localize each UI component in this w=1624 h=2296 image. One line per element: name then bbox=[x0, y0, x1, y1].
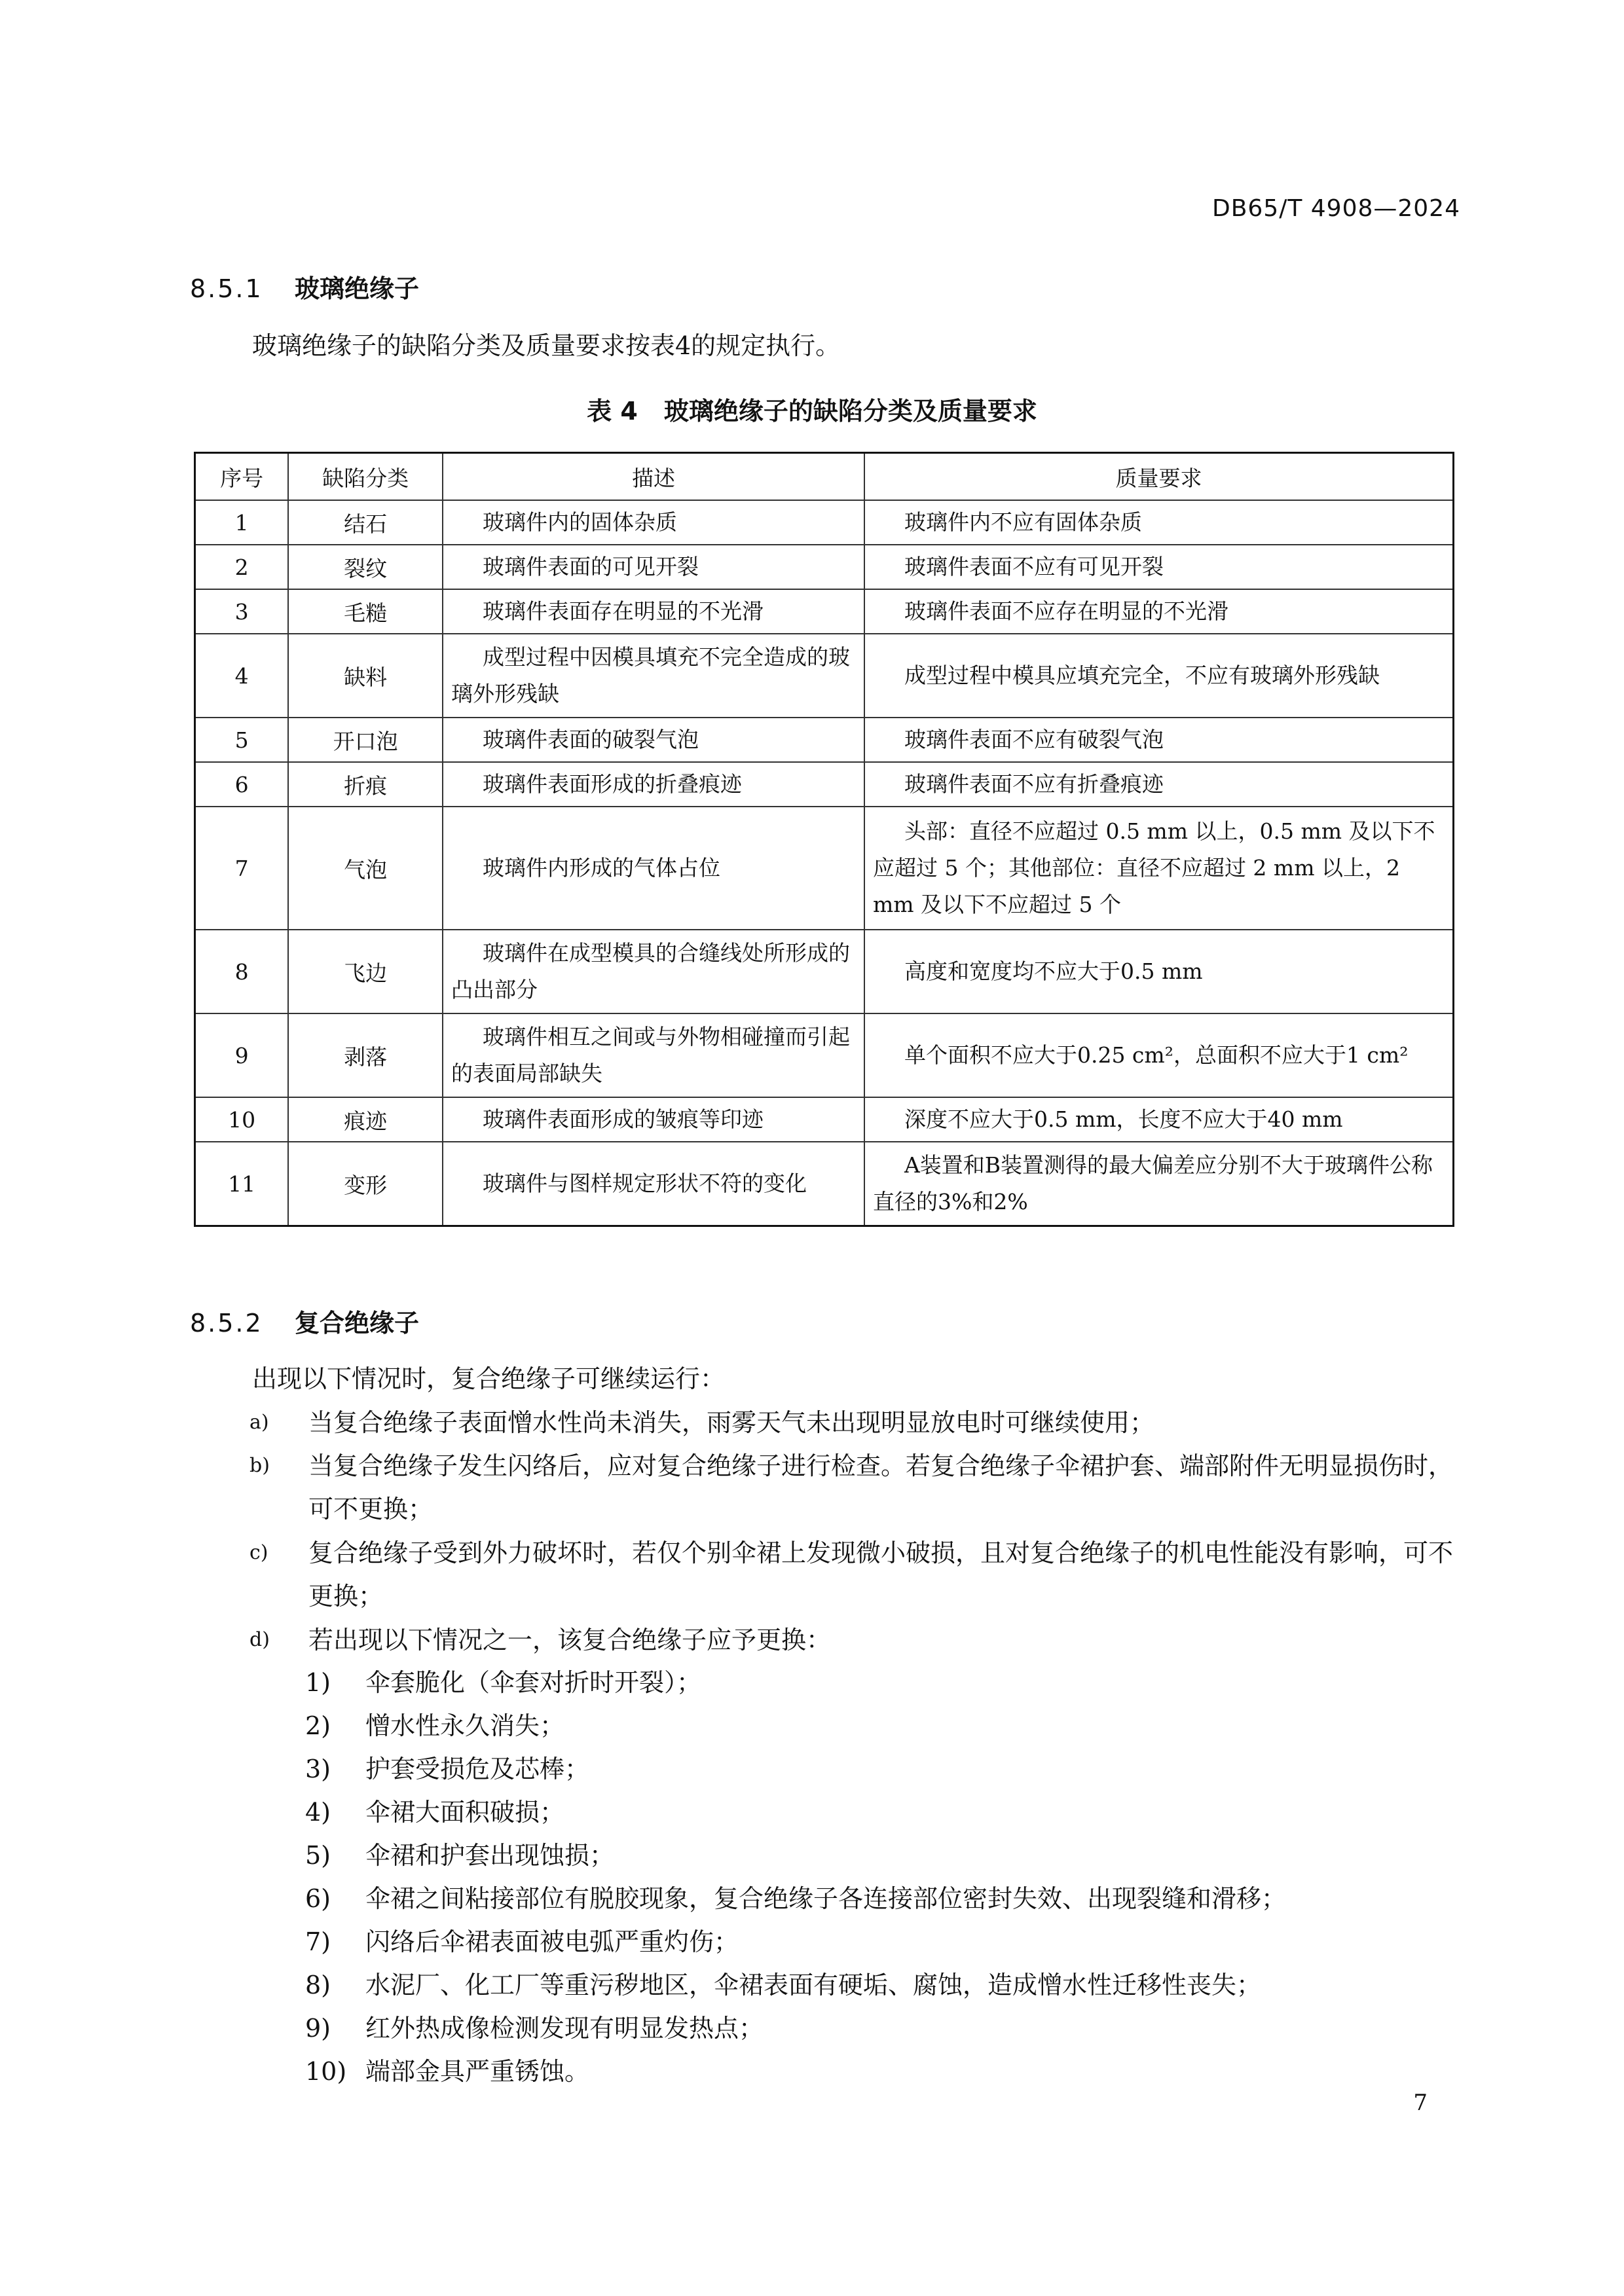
section-title: 玻璃绝缘子 bbox=[295, 274, 420, 303]
sub-list-text: 端部金具严重锈蚀。 bbox=[365, 2057, 590, 2086]
cell-requirement: 玻璃件表面不应有折叠痕迹 bbox=[864, 762, 1454, 807]
table-row bbox=[195, 807, 1454, 930]
cell-category: 开口泡 bbox=[288, 718, 443, 762]
sub-list-marker: 8) bbox=[305, 1971, 331, 1999]
table-caption-title: 玻璃绝缘子的缺陷分类及质量要求 bbox=[663, 397, 1037, 426]
list-item-text: 复合绝缘子受到外力破坏时，若仅个别伞裙上发现微小破损，且对复合绝缘子的机电性能没有影响，可不更换； bbox=[308, 1539, 1454, 1611]
table-row bbox=[195, 1142, 1454, 1226]
list-marker: c) bbox=[249, 1541, 268, 1564]
sub-list-text: 憎水性永久消失； bbox=[365, 1711, 565, 1740]
cell-no: 9 bbox=[195, 1013, 289, 1097]
list-marker: d) bbox=[249, 1628, 270, 1651]
list-marker: a) bbox=[249, 1411, 269, 1434]
sub-list-marker: 5) bbox=[305, 1841, 331, 1870]
table-row bbox=[195, 589, 1454, 634]
sub-list-item bbox=[305, 1963, 1261, 2007]
table-row bbox=[195, 500, 1454, 545]
cell-category: 飞边 bbox=[288, 930, 443, 1013]
cell-requirement: 高度和宽度均不应大于0.5 mm bbox=[864, 930, 1454, 1013]
page-number: 7 bbox=[1413, 2090, 1428, 2116]
table-row bbox=[195, 1013, 1454, 1097]
table-row bbox=[195, 718, 1454, 762]
sub-list-text: 伞裙之间粘接部位有脱胶现象，复合绝缘子各连接部位密封失效、出现裂缝和滑移； bbox=[365, 1884, 1287, 1913]
cell-description: 玻璃件内形成的气体占位 bbox=[443, 807, 864, 930]
sub-list-text: 护套受损危及芯棒； bbox=[365, 1755, 590, 1783]
sub-list-item bbox=[305, 1747, 589, 1791]
cell-no: 10 bbox=[195, 1097, 289, 1142]
sub-list-text: 水泥厂、化工厂等重污秽地区，伞裙表面有硬垢、腐蚀，造成憎水性迁移性丧失； bbox=[365, 1971, 1262, 1999]
table-row bbox=[195, 1097, 1454, 1142]
sub-list-item bbox=[305, 1704, 564, 1747]
sub-list-marker: 1) bbox=[305, 1668, 331, 1697]
cell-no: 1 bbox=[195, 500, 289, 545]
table-row bbox=[195, 634, 1454, 718]
defect-table bbox=[194, 452, 1454, 1227]
cell-no: 7 bbox=[195, 807, 289, 930]
sub-list-marker: 6) bbox=[305, 1884, 331, 1913]
sub-list-marker: 4) bbox=[305, 1798, 331, 1827]
cell-category: 剥落 bbox=[288, 1013, 443, 1097]
header-cell-description: 描述 bbox=[443, 453, 864, 501]
section-title: 复合绝缘子 bbox=[295, 1309, 420, 1338]
sub-list-text: 闪络后伞裙表面被电弧严重灼伤； bbox=[365, 1927, 739, 1956]
cell-description: 玻璃件相互之间或与外物相碰撞而引起的表面局部缺失 bbox=[443, 1013, 864, 1097]
sub-list-item bbox=[305, 2050, 589, 2093]
cell-category: 缺料 bbox=[288, 634, 443, 718]
cell-no: 8 bbox=[195, 930, 289, 1013]
section-number: 8.5.1 bbox=[190, 274, 263, 303]
cell-category: 痕迹 bbox=[288, 1097, 443, 1142]
section-intro-paragraph: 出现以下情况时，复合绝缘子可继续运行： bbox=[252, 1364, 726, 1393]
cell-requirement: 玻璃件表面不应有可见开裂 bbox=[864, 545, 1454, 589]
sub-list-text: 伞裙和护套出现蚀损； bbox=[365, 1841, 615, 1870]
section-intro-paragraph: 玻璃绝缘子的缺陷分类及质量要求按表4的规定执行。 bbox=[252, 331, 841, 360]
sub-list-marker: 7) bbox=[305, 1927, 331, 1956]
cell-category: 变形 bbox=[288, 1142, 443, 1226]
cell-no: 5 bbox=[195, 718, 289, 762]
cell-category: 结石 bbox=[288, 500, 443, 545]
table-row bbox=[195, 762, 1454, 807]
cell-description: 玻璃件与图样规定形状不符的变化 bbox=[443, 1142, 864, 1226]
sub-list-item bbox=[305, 1834, 614, 1877]
cell-no: 4 bbox=[195, 634, 289, 718]
sub-list-text: 伞套脆化（伞套对折时开裂）； bbox=[365, 1668, 702, 1697]
cell-no: 3 bbox=[195, 589, 289, 634]
header-cell-no: 序号 bbox=[195, 453, 289, 501]
sub-list-item bbox=[305, 1661, 701, 1704]
cell-description: 玻璃件表面的破裂气泡 bbox=[443, 718, 864, 762]
cell-category: 毛糙 bbox=[288, 589, 443, 634]
cell-category: 裂纹 bbox=[288, 545, 443, 589]
document-code: DB65/T 4908—2024 bbox=[1211, 195, 1460, 222]
table-row bbox=[195, 545, 1454, 589]
table-row bbox=[195, 930, 1454, 1013]
list-item-c bbox=[249, 1531, 1457, 1618]
list-item-a bbox=[249, 1401, 1457, 1444]
list-item-d bbox=[249, 1618, 1457, 1662]
table-caption bbox=[0, 391, 1624, 427]
section-heading-851 bbox=[190, 268, 419, 304]
table-header-row bbox=[195, 453, 1454, 501]
cell-description: 玻璃件表面形成的折叠痕迹 bbox=[443, 762, 864, 807]
sub-list-text: 伞裙大面积破损； bbox=[365, 1798, 565, 1827]
cell-requirement: 单个面积不应大于0.25 cm²，总面积不应大于1 cm² bbox=[864, 1013, 1454, 1097]
list-item-text: 当复合绝缘子表面憎水性尚未消失，雨雾天气未出现明显放电时可继续使用； bbox=[308, 1408, 1155, 1437]
cell-requirement: 玻璃件表面不应存在明显的不光滑 bbox=[864, 589, 1454, 634]
sub-list-marker: 2) bbox=[305, 1711, 331, 1740]
cell-description: 玻璃件内的固体杂质 bbox=[443, 500, 864, 545]
section-heading-852 bbox=[190, 1303, 419, 1339]
cell-requirement: A装置和B装置测得的最大偏差应分别不大于玻璃件公称直径的3%和2% bbox=[864, 1142, 1454, 1226]
cell-requirement: 成型过程中模具应填充完全，不应有玻璃外形残缺 bbox=[864, 634, 1454, 718]
list-item-text: 若出现以下情况之一，该复合绝缘子应予更换： bbox=[308, 1626, 832, 1654]
sub-list-item bbox=[305, 1791, 564, 1834]
section-number: 8.5.2 bbox=[190, 1309, 263, 1338]
cell-description: 玻璃件表面形成的皱痕等印迹 bbox=[443, 1097, 864, 1142]
cell-description: 玻璃件在成型模具的合缝线处所形成的凸出部分 bbox=[443, 930, 864, 1013]
sub-list-item bbox=[305, 2007, 764, 2050]
sub-list-item bbox=[305, 1920, 739, 1963]
sub-list-marker: 9) bbox=[305, 2014, 331, 2043]
sub-list-text: 红外热成像检测发现有明显发热点； bbox=[365, 2014, 764, 2043]
cell-no: 11 bbox=[195, 1142, 289, 1226]
sub-list-marker: 3) bbox=[305, 1755, 331, 1783]
cell-requirement: 深度不应大于0.5 mm，长度不应大于40 mm bbox=[864, 1097, 1454, 1142]
list-marker: b) bbox=[249, 1454, 270, 1477]
table-caption-number: 表 4 bbox=[587, 397, 638, 426]
header-cell-requirement: 质量要求 bbox=[864, 453, 1454, 501]
cell-no: 6 bbox=[195, 762, 289, 807]
cell-requirement: 玻璃件内不应有固体杂质 bbox=[864, 500, 1454, 545]
sub-list-marker: 10) bbox=[305, 2057, 347, 2086]
cell-description: 玻璃件表面的可见开裂 bbox=[443, 545, 864, 589]
cell-description: 成型过程中因模具填充不完全造成的玻璃外形残缺 bbox=[443, 634, 864, 718]
cell-category: 折痕 bbox=[288, 762, 443, 807]
list-item-b bbox=[249, 1444, 1457, 1531]
cell-requirement: 玻璃件表面不应有破裂气泡 bbox=[864, 718, 1454, 762]
cell-description: 玻璃件表面存在明显的不光滑 bbox=[443, 589, 864, 634]
list-item-text: 当复合绝缘子发生闪络后，应对复合绝缘子进行检查。若复合绝缘子伞裙护套、端部附件无明显损伤时，可不更换； bbox=[308, 1451, 1454, 1523]
cell-no: 2 bbox=[195, 545, 289, 589]
cell-requirement: 头部：直径不应超过 0.5 mm 以上，0.5 mm 及以下不应超过 5 个；其他部位：直径不应超过 2 mm 以上，2 mm 及以下不应超过 5 个 bbox=[864, 807, 1454, 930]
sub-list-item bbox=[305, 1877, 1286, 1920]
header-cell-category: 缺陷分类 bbox=[288, 453, 443, 501]
cell-category: 气泡 bbox=[288, 807, 443, 930]
